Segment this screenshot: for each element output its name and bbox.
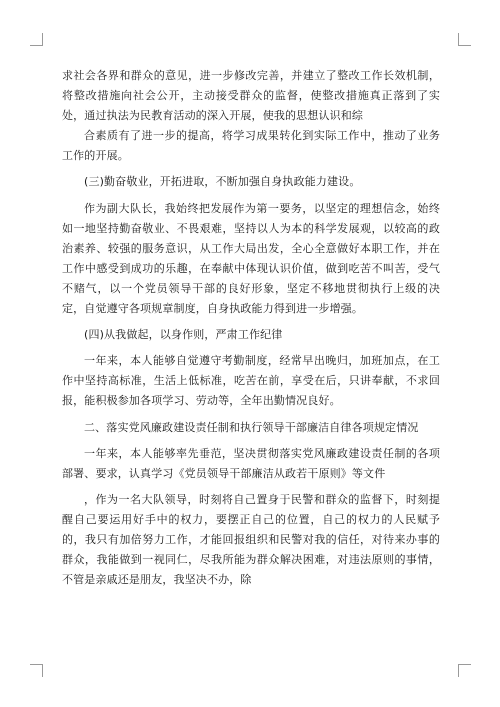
paragraph: ，作为一名大队领导，时刻将自己置身于民警和群众的监督下，时刻提醒自己要运用好手中的权力，要摆正自己的位置，自己的权力的人民赋予的，我只有加倍努力工作，才能回报组织和民警对我的信任，对待来办事的群众，我能做到一视同仁，尽我所能为群众解决困难，对违法原则的事情，不管是亲戚还是朋友，我坚决不办，除 bbox=[62, 492, 440, 587]
section-heading: (四)从我做起，以身作则，严肃工作纪律 bbox=[84, 328, 283, 342]
section-heading: 二、落实党风廉政建设责任制和执行领导干部廉洁自律各项规定情况 bbox=[84, 420, 419, 434]
crop-mark-top-left bbox=[30, 33, 43, 46]
paragraph-continuation: 求社会各界和群众的意见，进一步修改完善，并建立了整改工作长效机制，将整改措施向社会公开，主动接受群众的监督，使整改措施真正落到了实处，通过执法为民教育活动的深入开展，使我的思想认识和综 bbox=[62, 69, 440, 123]
document-body bbox=[62, 66, 440, 596]
crop-mark-bottom-right bbox=[458, 664, 471, 677]
crop-mark-bottom-left bbox=[30, 664, 43, 677]
paragraph: 合素质有了进一步的提高，将学习成果转化到实际工作中，推动了业务工作的开展。 bbox=[62, 129, 440, 163]
paragraph: 作为副大队长，我始终把发展作为第一要务，以坚定的理想信念，始终如一地坚持勤奋敬业、不畏艰难，坚持以人为本的科学发展观，以较高的政治素养、较强的服务意识，从工作大局出发，全心全意做好本职工作，并在工作中感受到成功的乐趣，在奉献中体现认识价值，做到吃苦不叫苦，受气不赌气，以一个党员领导干部的良好形象，坚定不移地贯彻执行上级的决定，自觉遵守各项规章制度，自身执政能力得到进一步增强。 bbox=[62, 201, 440, 316]
paragraph: 一年来，本人能够自觉遵守考勤制度，经常早出晚归，加班加点，在工作中坚持高标准，生活上低标准，吃苦在前，享受在后，只讲奉献，不求回报，能积极参加各项学习、劳动等，全年出勤情况良好。 bbox=[62, 354, 440, 408]
paragraph: 一年来，本人能够率先垂范，坚决贯彻落实党风廉政建设责任制的各项部署、要求，认真学习《党员领导干部廉洁从政若干原则》等文件 bbox=[62, 446, 440, 480]
crop-mark-top-right bbox=[458, 33, 471, 46]
section-heading: (三)勤奋敬业，开拓进取，不断加强自身执政能力建设。 bbox=[84, 175, 361, 189]
